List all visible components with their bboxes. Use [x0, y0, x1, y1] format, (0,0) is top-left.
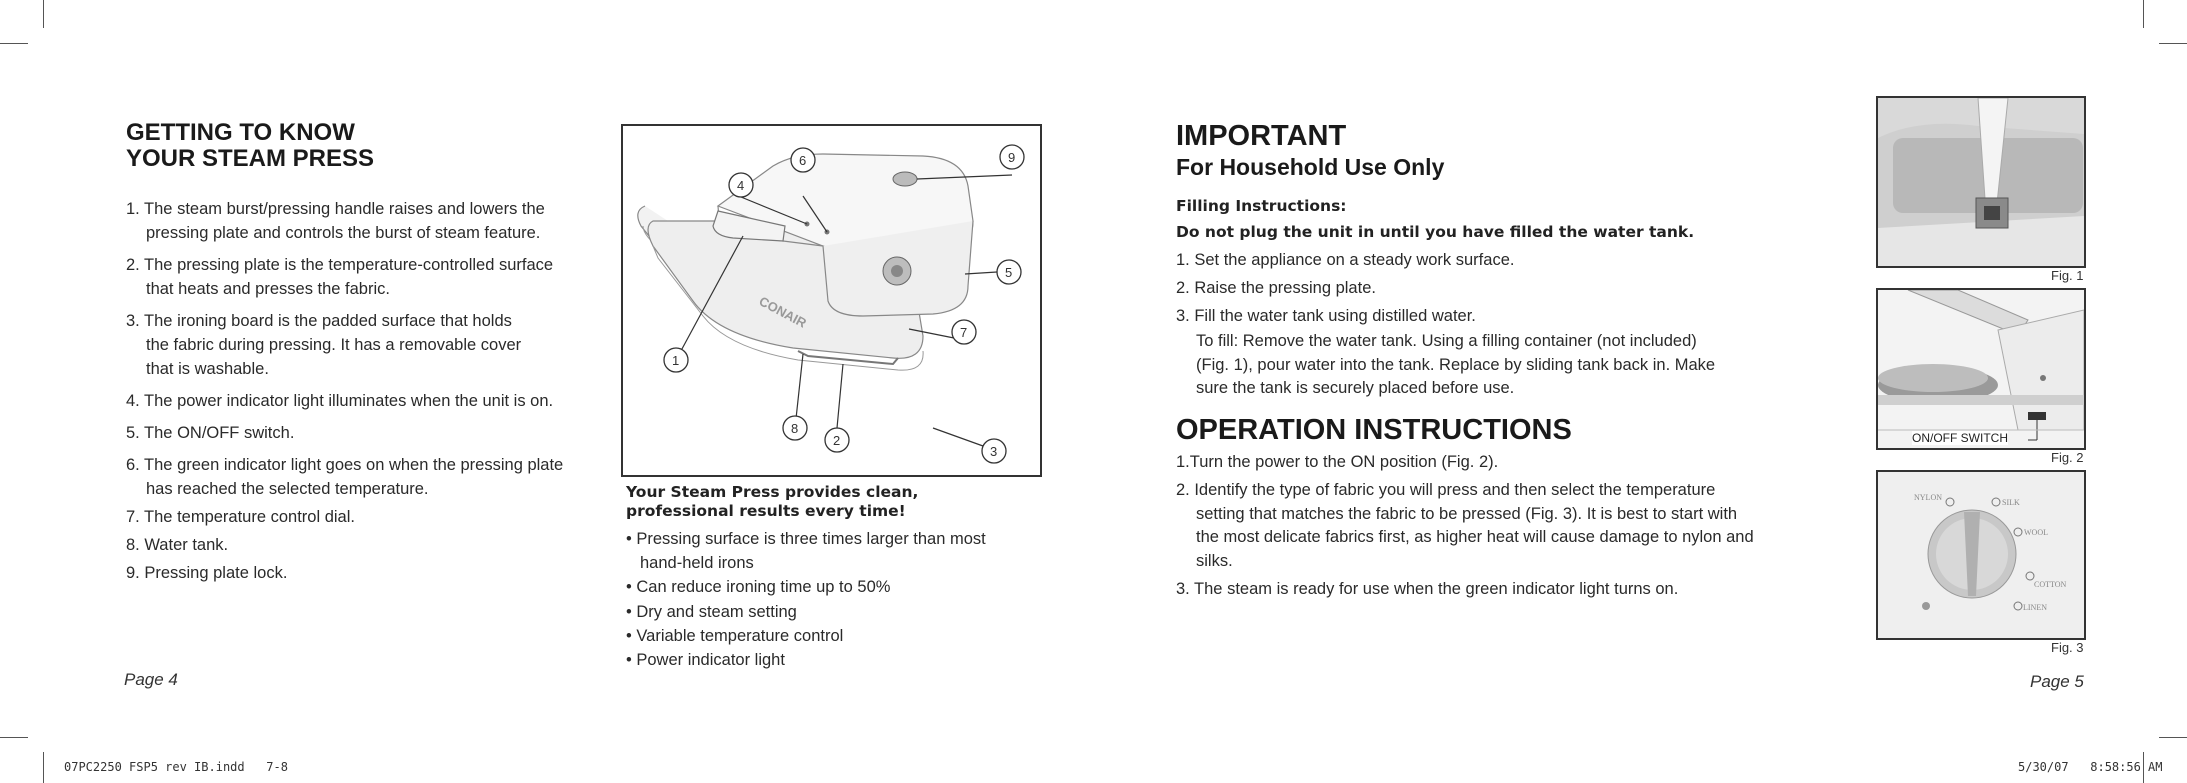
svg-text:8: 8 [791, 421, 799, 436]
list-item-text: 1. The steam burst/pressing handle raises and lowers the [126, 200, 545, 218]
operation-steps [1176, 451, 1776, 602]
diagram-caption [626, 483, 1046, 672]
slug-file: 07PC2250 FSP5 rev IB.indd 7-8 [64, 760, 288, 774]
crop-mark [2159, 737, 2187, 738]
feature-item: • Can reduce ironing time up to 50% [626, 578, 891, 597]
callout-2 [825, 428, 849, 452]
filling-steps [1176, 246, 1776, 330]
list-item [126, 533, 606, 557]
list-item [126, 389, 606, 413]
temperature-dial-photo [1878, 472, 2084, 638]
slug-date: 5/30/07 8:58:56 AM [2018, 760, 2163, 774]
important-heading: IMPORTANT [1176, 120, 1347, 152]
left-section [126, 120, 606, 585]
op-step-cont: silks. [1196, 551, 1233, 570]
filling-warning: Do not plug the unit in until you have filled the water tank. [1176, 223, 1695, 241]
to-fill-text [1176, 330, 1776, 401]
filling-title: Filling Instructions: [1176, 197, 1347, 215]
to-fill-line: sure the tank is securely placed before use. [1196, 379, 1515, 397]
title-line-1: GETTING TO KNOW [126, 119, 355, 146]
steam-press-illustration [623, 126, 1040, 475]
callout-6 [791, 148, 815, 172]
operation-heading: OPERATION INSTRUCTIONS [1176, 413, 1572, 446]
filling-step: 3. Fill the water tank using distilled water. [1176, 307, 1476, 325]
op-step-cont: setting that matches the fabric to be pressed (Fig. 3). It is best to start with [1196, 504, 1738, 523]
list-item [126, 253, 606, 301]
filling-step: 2. Raise the pressing plate. [1176, 279, 1376, 297]
on-off-switch-photo [1878, 290, 2084, 448]
caption-line: professional results every time! [626, 502, 906, 520]
callout-7 [952, 320, 976, 344]
callout-4 [729, 173, 753, 197]
op-step: 2. Identify the type of fabric you will press and then select the temperature [1176, 481, 1716, 499]
to-fill-line: To fill: Remove the water tank. Using a filling container (not included) [1196, 332, 1697, 350]
feature-list [626, 527, 1046, 672]
dial-label-linen: LINEN [2023, 603, 2047, 612]
section-title [126, 120, 606, 172]
list-item [126, 505, 606, 529]
svg-text:6: 6 [799, 153, 807, 168]
feature-item: hand-held irons [640, 554, 754, 573]
list-item-text: 5. The ON/OFF switch. [126, 424, 295, 442]
crop-mark [2143, 0, 2144, 28]
svg-text:1: 1 [672, 353, 680, 368]
caption-line: Your Steam Press provides clean, [626, 483, 919, 501]
brand-logo: CONAIR [756, 293, 809, 331]
list-item [126, 309, 606, 381]
callout-5 [997, 260, 1021, 284]
list-item-text: 8. Water tank. [126, 536, 229, 554]
household-subheading: For Household Use Only [1176, 154, 1445, 180]
list-item [126, 561, 606, 585]
dial-label-silk: SILK [2002, 498, 2020, 507]
water-tank-fill-photo [1878, 98, 2084, 266]
callout-9 [1000, 145, 1024, 169]
svg-text:9: 9 [1008, 150, 1016, 165]
feature-item: • Pressing surface is three times larger than most [626, 530, 986, 548]
page-number-left: Page 4 [124, 670, 178, 689]
svg-text:5: 5 [1005, 265, 1013, 280]
figure-2 [1876, 288, 2086, 450]
callout-3 [982, 439, 1006, 463]
feature-item: • Power indicator light [626, 651, 785, 670]
list-item [126, 453, 606, 501]
crop-mark [43, 752, 44, 783]
list-item-text: 7. The temperature control dial. [126, 508, 355, 526]
to-fill-line: (Fig. 1), pour water into the tank. Replace by sliding tank back in. Make [1196, 355, 1716, 374]
list-item-text: 3. The ironing board is the padded surface that holds [126, 312, 512, 330]
crop-mark [0, 43, 28, 44]
op-step: 1.Turn the power to the ON position (Fig. 2). [1176, 452, 1499, 471]
parts-list [126, 197, 606, 585]
op-step: 3. The steam is ready for use when the green indicator light turns on. [1176, 580, 1679, 598]
callout-8 [783, 416, 807, 440]
crop-mark [0, 737, 28, 738]
page-number-right: Page 5 [2030, 672, 2084, 691]
list-item-text: 4. The power indicator light illuminates when the unit is on. [126, 392, 554, 410]
crop-mark [43, 0, 44, 28]
feature-item: • Variable temperature control [626, 626, 844, 645]
dial-label-wool: WOOL [2024, 528, 2048, 537]
callout-1 [664, 348, 688, 372]
list-item [126, 197, 606, 245]
fig-3-caption: Fig. 3 [2051, 640, 2084, 655]
op-step-cont: the most delicate fabrics first, as higher heat will cause damage to nylon and [1196, 528, 1754, 546]
steam-press-diagram [621, 124, 1042, 477]
crop-mark [2159, 43, 2187, 44]
on-off-switch-label: ON/OFF SWITCH [1912, 431, 2008, 445]
svg-text:2: 2 [833, 433, 841, 448]
figure-1 [1876, 96, 2086, 268]
right-section [1176, 120, 1776, 602]
list-item-text: 6. The green indicator light goes on when the pressing plate [126, 456, 564, 474]
list-item-cont: pressing plate and controls the burst of steam feature. [146, 224, 541, 242]
feature-item: • Dry and steam setting [626, 602, 797, 621]
list-item-cont: the fabric during pressing. It has a removable cover [146, 336, 522, 354]
svg-text:3: 3 [990, 444, 998, 459]
dial-label-nylon: NYLON [1914, 493, 1942, 502]
dial-label-cotton: COTTON [2034, 580, 2067, 589]
svg-text:4: 4 [737, 178, 745, 193]
fig-2-caption: Fig. 2 [2051, 450, 2084, 465]
list-item-cont: has reached the selected temperature. [146, 480, 429, 498]
caption-headline [626, 483, 1046, 521]
title-line-2: YOUR STEAM PRESS [126, 145, 375, 172]
list-item [126, 421, 606, 445]
list-item-text: 2. The pressing plate is the temperature-controlled surface [126, 256, 554, 274]
fig-1-caption: Fig. 1 [2051, 268, 2084, 283]
list-item-text: 9. Pressing plate lock. [126, 564, 288, 582]
list-item-cont: that is washable. [146, 360, 269, 378]
figure-3 [1876, 470, 2086, 640]
filling-step: 1. Set the appliance on a steady work surface. [1176, 251, 1515, 269]
list-item-cont: that heats and presses the fabric. [146, 280, 390, 298]
svg-text:7: 7 [960, 325, 968, 340]
